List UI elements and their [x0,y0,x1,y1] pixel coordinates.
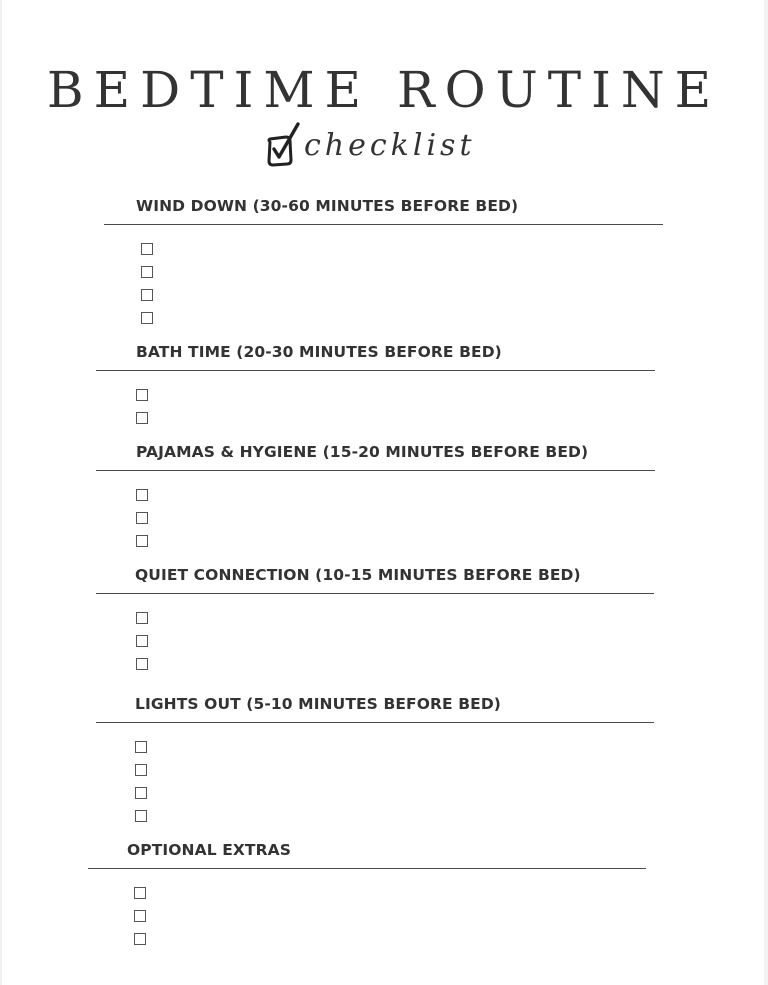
checkbox[interactable] [136,512,148,524]
section-heading: BATH TIME (20-30 MINUTES BEFORE BED) [136,343,502,361]
checkbox[interactable] [135,787,147,799]
checkbox[interactable] [136,535,148,547]
checkbox[interactable] [134,910,146,922]
checkbox[interactable] [141,266,153,278]
section-heading: WIND DOWN (30-60 MINUTES BEFORE BED) [136,197,519,215]
checkbox[interactable] [134,933,146,945]
section-divider [96,370,655,371]
checkbox[interactable] [141,312,153,324]
section-heading: OPTIONAL EXTRAS [127,841,292,859]
page-edge-left [0,0,2,985]
checkbox[interactable] [136,389,148,401]
checkbox[interactable] [135,741,147,753]
section-heading: QUIET CONNECTION (10-15 MINUTES BEFORE BED) [135,566,581,584]
section-divider [96,722,654,723]
checkbox[interactable] [135,764,147,776]
section-divider [96,593,654,594]
checkbox[interactable] [134,887,146,899]
checked-box-icon [264,120,304,168]
checkbox[interactable] [136,412,148,424]
checkbox[interactable] [136,612,148,624]
section-heading: LIGHTS OUT (5-10 MINUTES BEFORE BED) [135,695,501,713]
section-heading: PAJAMAS & HYGIENE (15-20 MINUTES BEFORE BED) [136,443,589,461]
page-title: BEDTIME ROUTINE [46,61,722,119]
section-divider [88,868,646,869]
checkbox[interactable] [141,289,153,301]
checkbox[interactable] [136,635,148,647]
page-edge-right [764,0,768,985]
subtitle-group [264,118,504,168]
checkbox[interactable] [141,243,153,255]
checkbox[interactable] [136,489,148,501]
section-divider [96,470,655,471]
subtitle: checklist [304,128,476,163]
checkbox[interactable] [136,658,148,670]
checkbox[interactable] [135,810,147,822]
section-divider [104,224,663,225]
